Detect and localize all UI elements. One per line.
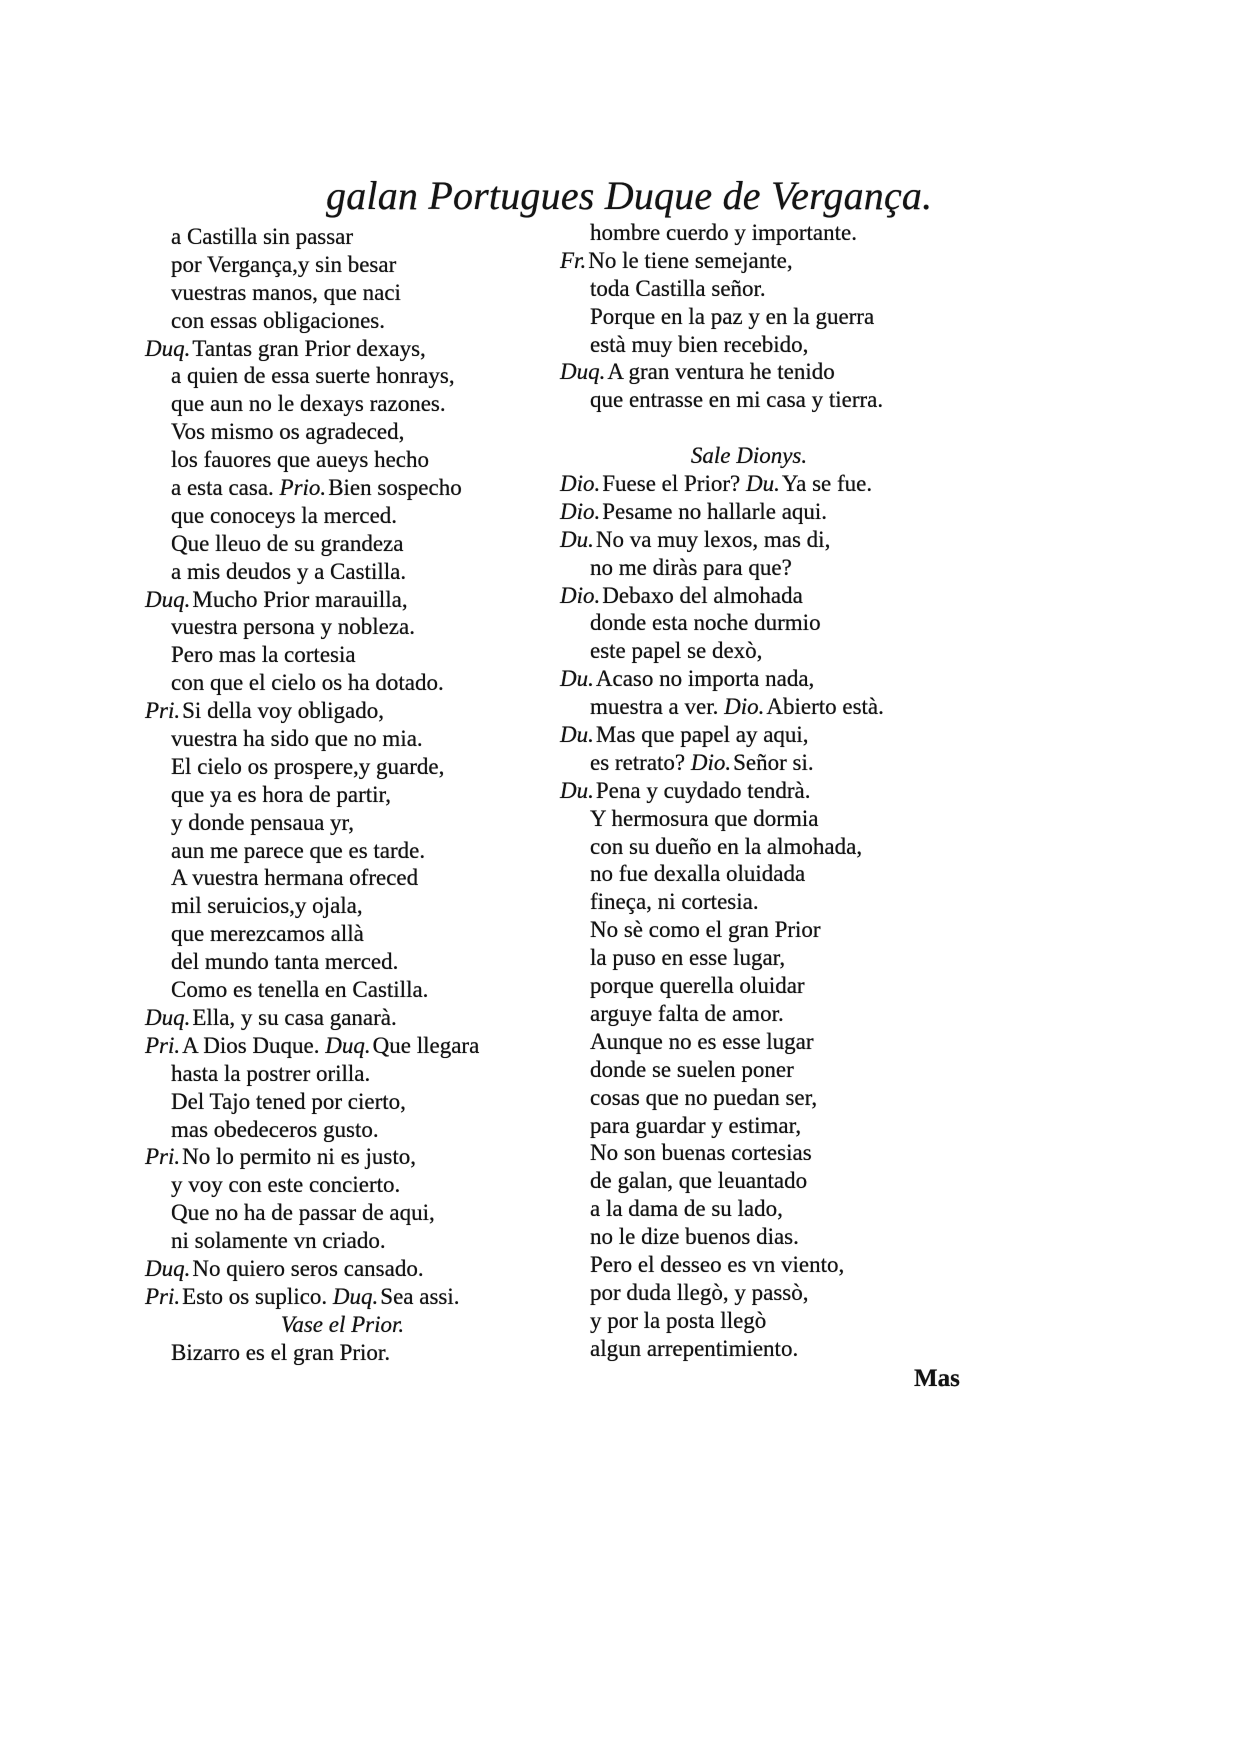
stage-direction: Vase el Prior.	[280, 1311, 405, 1337]
verse-line	[145, 1339, 540, 1367]
verse-text: que aun no le dexays razones.	[171, 391, 446, 417]
verse-text: A vuestra hermana ofreced	[171, 865, 419, 891]
verse-text: que conoceys la merced.	[171, 502, 398, 528]
verse-text: de galan, que leuantado	[590, 1168, 808, 1194]
verse-text: este papel se dexò,	[590, 638, 763, 664]
verse-text: Del Tajo tened por cierto,	[171, 1088, 406, 1114]
verse-line	[560, 972, 938, 1000]
speaker-label: Duq.	[560, 359, 606, 385]
verse-text: vuestras manos, que naci	[171, 279, 401, 305]
verse-text: Señor si.	[733, 749, 814, 775]
blank-line	[560, 414, 938, 442]
stage-direction: Sale Dionys.	[690, 443, 808, 469]
verse-text: algun arrepentimiento.	[590, 1335, 799, 1361]
verse-text: Esto os suplico.	[182, 1283, 328, 1309]
verse-line	[145, 1283, 540, 1311]
verse-line	[560, 1223, 938, 1251]
verse-line	[145, 1032, 540, 1060]
verse-line	[145, 362, 540, 390]
verse-text: del mundo tanta merced.	[171, 949, 399, 975]
verse-text: por duda llegò, y passò,	[590, 1279, 809, 1305]
verse-text: donde se suelen poner	[590, 1056, 794, 1082]
verse-text: Vos mismo os agradeced,	[171, 419, 405, 445]
verse-text: Porque en la paz y en la guerra	[590, 303, 875, 329]
verse-text: Fuese el Prior?	[602, 471, 741, 497]
verse-text: Ya se fue.	[781, 471, 873, 497]
verse-text: a mis deudos y a Castilla.	[171, 558, 407, 584]
verse-line	[145, 1171, 540, 1199]
verse-text: Como es tenella en Castilla.	[171, 977, 429, 1003]
verse-line	[145, 530, 540, 558]
verse-text: No quiero seros cansado.	[192, 1255, 424, 1281]
verse-line	[145, 586, 540, 614]
verse-line	[560, 1084, 938, 1112]
verse-line	[145, 725, 540, 753]
verse-line	[145, 307, 540, 335]
verse-line	[560, 944, 938, 972]
verse-line	[560, 1000, 938, 1028]
verse-line	[145, 669, 540, 697]
verse-line	[145, 1143, 540, 1171]
verse-line	[145, 892, 540, 920]
verse-text: porque querella oluidar	[590, 973, 805, 999]
verse-text: No lo permito ni es justo,	[182, 1144, 416, 1170]
speaker-label: Dio.	[724, 694, 765, 720]
verse-text: Si della voy obligado,	[182, 698, 385, 724]
verse-line	[560, 247, 938, 275]
speaker-label: Dio.	[560, 582, 601, 608]
verse-text: a esta casa.	[171, 475, 274, 501]
verse-line	[145, 641, 540, 669]
verse-text: està muy bien recebido,	[590, 331, 809, 357]
verse-text: mil seruicios,y ojala,	[171, 893, 363, 919]
verse-text: para guardar y estimar,	[590, 1112, 802, 1138]
verse-line	[145, 1004, 540, 1032]
verse-text: vuestra persona y nobleza.	[171, 614, 415, 640]
speaker-label: Du.	[745, 471, 780, 497]
verse-line	[145, 1227, 540, 1255]
verse-text: No son buenas cortesias	[590, 1140, 812, 1166]
verse-line	[145, 474, 540, 502]
verse-text: los fauores que aueys hecho	[171, 447, 430, 473]
verse-text: No va muy lexos, mas di,	[595, 526, 831, 552]
verse-line	[145, 223, 540, 251]
verse-text: mas obedeceros gusto.	[171, 1116, 379, 1142]
verse-text: Pero el desseo es vn viento,	[590, 1251, 845, 1277]
verse-text: toda Castilla señor.	[590, 275, 766, 301]
verse-line	[560, 1056, 938, 1084]
verse-text: Aunque no es esse lugar	[590, 1028, 814, 1054]
verse-text: hombre cuerdo y importante.	[590, 220, 857, 245]
speaker-label: Fr.	[560, 247, 587, 273]
verse-text: donde esta noche durmio	[590, 610, 821, 636]
catchword: Mas	[914, 1365, 960, 1392]
verse-line	[560, 693, 938, 721]
verse-line	[560, 303, 938, 331]
verse-line	[560, 219, 938, 247]
verse-text: Que lleuo de su grandeza	[171, 530, 404, 556]
verse-text: Mucho Prior marauilla,	[192, 586, 408, 612]
verse-text: que ya es hora de partir,	[171, 781, 392, 807]
verse-line	[145, 920, 540, 948]
verse-text: cosas que no puedan ser,	[590, 1084, 818, 1110]
speaker-label: Dio.	[690, 749, 732, 775]
verse-text: aun me parece que es tarde.	[171, 837, 426, 863]
verse-text: fineça, ni cortesia.	[590, 889, 759, 915]
verse-text: y donde pensaua yr,	[171, 809, 355, 835]
verse-line	[560, 1279, 938, 1307]
verse-line	[560, 1112, 938, 1140]
verse-text: vuestra ha sido que no mia.	[171, 726, 423, 752]
verse-line	[560, 1195, 938, 1223]
verse-line	[560, 833, 938, 861]
verse-line	[145, 390, 540, 418]
verse-line	[145, 1088, 540, 1116]
verse-line	[145, 279, 540, 307]
verse-line	[560, 470, 938, 498]
right-column	[560, 219, 938, 1363]
verse-line	[560, 1167, 938, 1195]
verse-text: que entrasse en mi casa y tierra.	[590, 387, 884, 413]
verse-line	[560, 1251, 938, 1279]
speaker-label: Duq.	[145, 335, 191, 361]
verse-line	[560, 637, 938, 665]
verse-line	[560, 860, 938, 888]
verse-text: es retrato?	[590, 749, 686, 775]
verse-text: con que el cielo os ha dotado.	[171, 670, 444, 696]
verse-text: Mas que papel ay aqui,	[595, 722, 809, 748]
verse-line	[145, 948, 540, 976]
verse-line	[560, 609, 938, 637]
verse-text: no fue dexalla oluidada	[590, 861, 806, 887]
verse-line	[560, 749, 938, 777]
verse-line	[560, 1139, 938, 1167]
verse-text: no le dize buenos dias.	[590, 1224, 799, 1250]
speaker-label: Du.	[560, 722, 594, 748]
speaker-label: Duq.	[145, 586, 191, 612]
verse-text: El cielo os prospere,y guarde,	[171, 753, 445, 779]
verse-line	[560, 386, 938, 414]
verse-text: Pena y cuydado tendrà.	[595, 777, 811, 803]
verse-text: ni solamente vn criado.	[171, 1228, 386, 1254]
verse-line	[145, 753, 540, 781]
speaker-label: Pri.	[145, 698, 181, 724]
speaker-label: Du.	[560, 526, 594, 552]
verse-line	[145, 1116, 540, 1144]
speaker-label: Du.	[560, 666, 594, 692]
verse-text: por Vergança,y sin besar	[171, 251, 397, 277]
verse-text: No sè como el gran Prior	[590, 917, 821, 943]
speaker-label: Dio.	[560, 498, 601, 524]
verse-text: Ella, y su casa ganarà.	[192, 1004, 397, 1030]
verse-line	[560, 665, 938, 693]
verse-text: a quien de essa suerte honrays,	[171, 363, 455, 389]
verse-line	[560, 526, 938, 554]
verse-line	[560, 777, 938, 805]
verse-text: muestra a ver.	[590, 694, 719, 720]
speaker-label: Pri.	[145, 1144, 181, 1170]
verse-text: a la dama de su lado,	[590, 1196, 783, 1222]
verse-line	[145, 558, 540, 586]
verse-line	[145, 1060, 540, 1088]
speaker-label: Prio.	[279, 475, 327, 501]
verse-line	[145, 335, 540, 363]
speaker-label: Duq.	[145, 1004, 191, 1030]
verse-line	[145, 697, 540, 725]
verse-line	[145, 251, 540, 279]
verse-text: Y hermosura que dormia	[590, 805, 819, 831]
speaker-label: Pri.	[145, 1283, 181, 1309]
verse-line	[560, 1028, 938, 1056]
speaker-label: Du.	[560, 777, 594, 803]
verse-line	[560, 888, 938, 916]
verse-text: Bien sospecho	[328, 475, 462, 501]
verse-line	[145, 837, 540, 865]
verse-line	[145, 781, 540, 809]
verse-line	[560, 275, 938, 303]
verse-line	[560, 1307, 938, 1335]
verse-text: no me diràs para que?	[590, 554, 792, 580]
verse-line	[560, 582, 938, 610]
verse-line	[145, 864, 540, 892]
verse-line	[145, 976, 540, 1004]
verse-text: hasta la postrer orilla.	[171, 1060, 371, 1086]
running-head: galan Portugues Duque de Vergança.	[326, 173, 933, 218]
verse-line	[560, 916, 938, 944]
verse-text: arguye falta de amor.	[590, 1000, 784, 1026]
verse-line	[560, 331, 938, 359]
verse-line	[560, 498, 938, 526]
verse-text: Tantas gran Prior dexays,	[192, 335, 426, 361]
speaker-label: Duq.	[332, 1283, 379, 1309]
verse-line	[145, 613, 540, 641]
verse-line	[560, 805, 938, 833]
verse-text: Pesame no hallarle aqui.	[602, 498, 828, 524]
verse-text: Acaso no importa nada,	[595, 666, 815, 692]
verse-text: No le tiene semejante,	[588, 247, 793, 273]
verse-text: Debaxo del almohada	[602, 582, 803, 608]
verse-line	[145, 446, 540, 474]
verse-line	[560, 721, 938, 749]
verse-line	[145, 809, 540, 837]
verse-text: a Castilla sin passar	[171, 224, 354, 249]
verse-line	[145, 1255, 540, 1283]
verse-text: con su dueño en la almohada,	[590, 833, 863, 859]
verse-text: Que llegara	[372, 1032, 480, 1058]
verse-text: y voy con este concierto.	[171, 1172, 401, 1198]
verse-text: con essas obligaciones.	[171, 307, 385, 333]
verse-text: que merezcamos allà	[171, 921, 364, 947]
verse-text: Sea assi.	[380, 1283, 460, 1309]
verse-text: A Dios Duque.	[182, 1032, 320, 1058]
left-column	[145, 223, 540, 1367]
verse-text: Pero mas la cortesia	[171, 642, 356, 668]
speaker-label: Pri.	[145, 1032, 181, 1058]
speaker-label: Dio.	[560, 471, 601, 497]
verse-line	[560, 1335, 938, 1363]
verse-line	[560, 554, 938, 582]
verse-line	[560, 358, 938, 386]
verse-text: y por la posta llegò	[590, 1307, 767, 1333]
verse-line	[145, 502, 540, 530]
verse-line	[145, 1199, 540, 1227]
verse-line	[145, 418, 540, 446]
speaker-label: Duq.	[325, 1032, 371, 1058]
speaker-label: Duq.	[145, 1255, 191, 1281]
verse-text: A gran ventura he tenido	[607, 359, 835, 385]
verse-text: Abierto està.	[766, 694, 884, 720]
verse-text: Que no ha de passar de aqui,	[171, 1200, 435, 1226]
verse-text: Bizarro es el gran Prior.	[171, 1339, 391, 1365]
verse-text: la puso en esse lugar,	[590, 945, 786, 971]
